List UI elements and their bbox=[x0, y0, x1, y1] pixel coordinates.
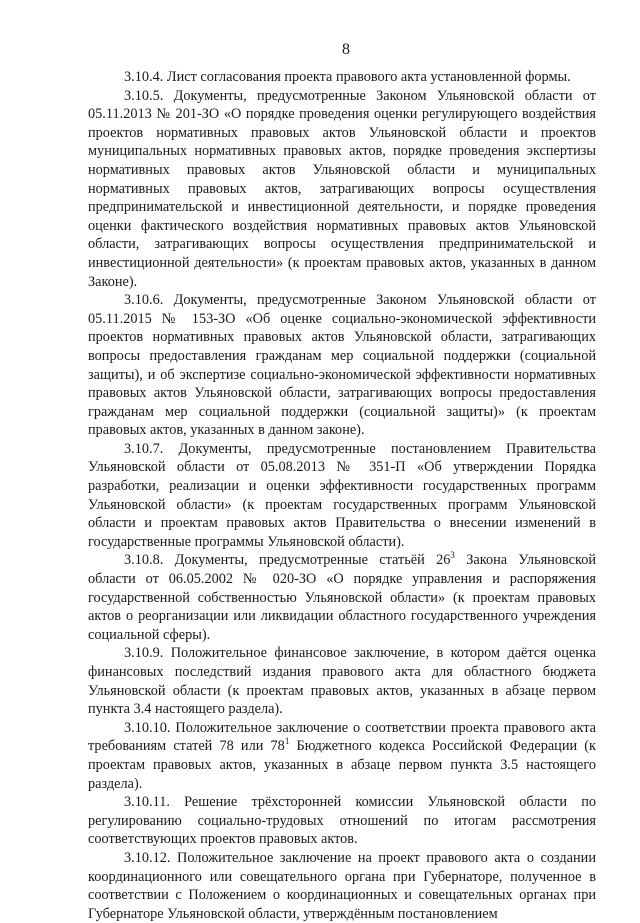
paragraph-3-10-8 bbox=[88, 551, 596, 644]
superscript-1: 1 bbox=[284, 736, 290, 747]
superscript-3: 3 bbox=[450, 550, 455, 561]
paragraph-3-10-11: 3.10.11. Решение трёхсторонней комиссии Ульяновской области по регулированию социально-трудовых отношений по итогам рассмотрения соответствующих проектов правовых актов. bbox=[88, 794, 596, 848]
paragraph-3-10-10 bbox=[88, 719, 596, 793]
paragraph-3-10-8-text-end: Закона Ульяновской области от 06.05.2002 № 020-ЗО «О порядке управления и распоряжения государственной собственностью Ульяновской области» (к проектам правовых актов о реорганизации или ликвидации областного государственного учреждения социальной сферы). bbox=[88, 552, 596, 643]
paragraph-3-10-10-text-start: 3.10.10. Положительное заключение о соответствии проекта правового акта требованиям статей 78 или 78 bbox=[88, 719, 596, 755]
paragraph-3-10-9: 3.10.9. Положительное финансовое заключение, в котором даётся оценка финансовых последствий издания правового акта для областного бюджета Ульяновской области (к проектам правовых актов, указанных в абзаце первом пункта 3.4 настоящего раздела). bbox=[88, 645, 596, 718]
paragraph-3-10-8-text-start: 3.10.8. Документы, предусмотренные статьёй 26 bbox=[124, 552, 451, 569]
paragraph-3-10-4: 3.10.4. Лист согласования проекта правового акта установленной формы. bbox=[124, 69, 571, 85]
paragraph-3-10-6: 3.10.6. Документы, предусмотренные Законом Ульяновской области от 05.11.2015 № 153-ЗО «Об оценке социально-экономической эффективности проектов нормативных правовых актов Ульяновской области, затрагивающих вопросы предоставления гражданам мер социальной поддержки (социальной защиты), и об экспертизе социально-экономической эффективности нормативных правовых актов Ульяновской области, затрагивающих вопросы предоставления гражданам мер социальной поддержки (социальной защиты)» (к проектам правовых актов, указанных в данном законе). bbox=[88, 292, 596, 439]
page-number: 8 bbox=[342, 41, 350, 58]
paragraph-3-10-7: 3.10.7. Документы, предусмотренные постановлением Правительства Ульяновской области от 05.08.2013 № 351-П «Об утверждении Порядка разработки, реализации и оценки эффективности государственных программ Ульяновской области» (к проектам государственных программ Ульяновской области и проектам правовых актов Правительства о внесении изменений в государственные программы Ульяновской области). bbox=[88, 440, 596, 550]
paragraph-3-10-5: 3.10.5. Документы, предусмотренные Законом Ульяновской области от 05.11.2013 № 201-ЗО «О порядке проведения оценки регулирующего воздействия проектов нормативных правовых актов Ульяновской области и проектов муниципальных нормативных правовых актов, порядке проведения экспертизы нормативных правовых актов Ульяновской области и муниципальных нормативных правовых актов, затрагивающих вопросы осуществления предпринимательской и инвестиционной деятельности, и порядке проведения оценки фактического воздействия нормативных правовых актов Ульяновской области, затрагивающих вопросы осуществления предпринимательской и инвестиционной деятельности» (к проектам правовых актов, указанных в данном Законе). bbox=[88, 87, 596, 290]
paragraph-3-10-10-text-end: Бюджетного кодекса Российской Федерации (к проектам правовых актов, указанных в абзаце первом пункта 3.5 настоящего раздела). bbox=[88, 738, 597, 792]
paragraph-3-10-12: 3.10.12. Положительное заключение на проект правового акта о создании координационного или совещательного органа при Губернаторе, полученное в соответствии с Положением о координационных и совещательных органах при Губернаторе Ульяновской области, утверждённым постановлением bbox=[88, 849, 596, 922]
